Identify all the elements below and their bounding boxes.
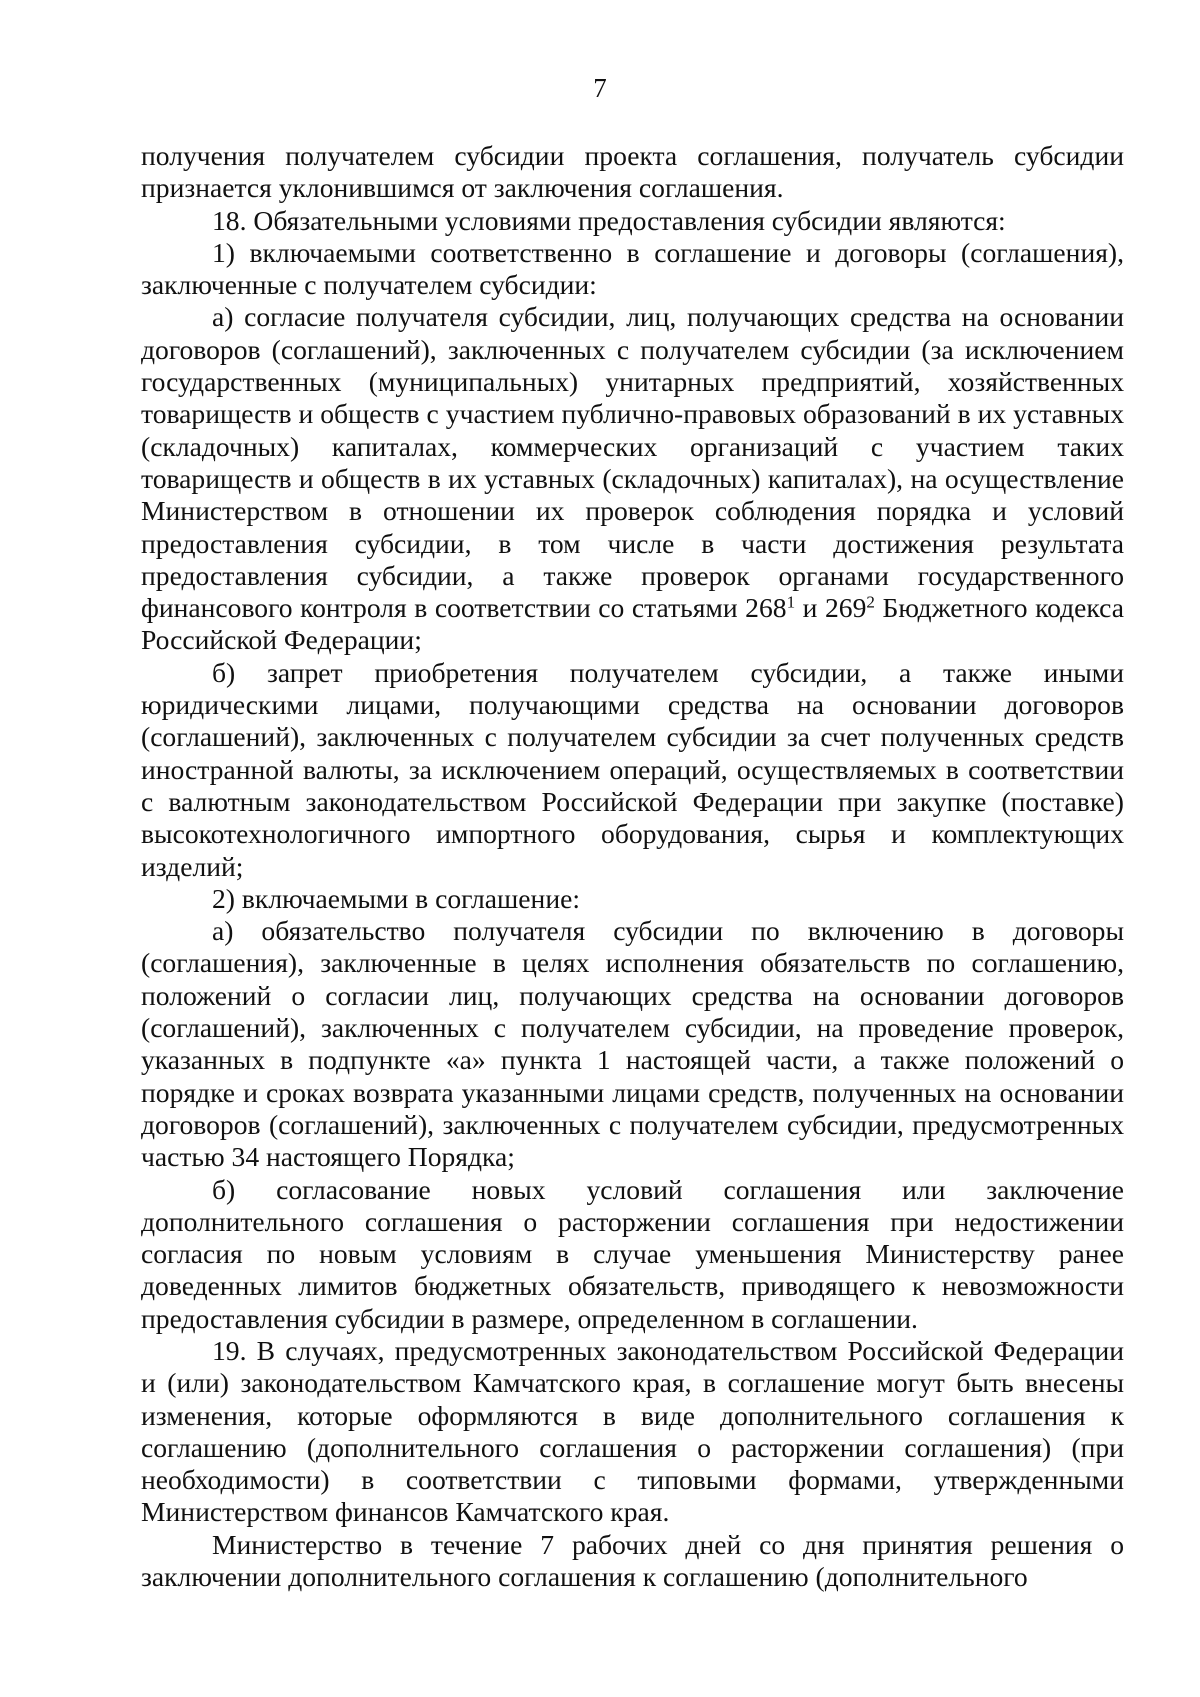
paragraph-18-item-2a: а) обязательство получателя субсидии по включению в договоры (соглашения), заключенные в целях исполнения обязательств по соглашению, положений о согласии лиц, получающих средства на основании договоров (соглашений), заключенных с получателем субсидии, на проведение проверок, указанных в подпункте «а» пункта 1 настоящей части, а также положений о порядке и сроках возврата указанными лицами средств, полученных на основании договоров (соглашений), заключенных с получателем субсидии, предусмотренных частью 34 настоящего Порядка; [141,915,1124,1173]
paragraph-19: 19. В случаях, предусмотренных законодательством Российской Федерации и (или) законодательством Камчатского края, в соглашение могут быть внесены изменения, которые оформляются в виде дополнительного соглашения к соглашению (дополнительного соглашения о расторжении соглашения) (при необходимости) в соответствии с типовыми формами, утвержденными Министерством финансов Камчатского края. [141,1334,1124,1528]
paragraph-18-item-2b: б) согласование новых условий соглашения или заключение дополнительного соглашения о расторжении соглашения при недостижении согласия по новым условиям в случае уменьшения Министерству ранее доведенных лимитов бюджетных обязательств, приводящего к невозможности предоставления субсидии в размере, определенном в соглашении. [141,1173,1124,1334]
paragraph-ministry: Министерство в течение 7 рабочих дней со дня принятия решения о заключении дополнительного соглашения к соглашению (дополнительного [141,1528,1124,1593]
paragraph-18-item-1b: б) запрет приобретения получателем субсидии, а также иными юридическими лицами, получающими средства на основании договоров (соглашений), заключенных с получателем субсидии за счет полученных средств иностранной валюты, за исключением операций, осуществляемых в соответствии с валютным законодательством Российской Федерации при закупке (поставке) высокотехнологичного импортного оборудования, сырья и комплектующих изделий; [141,656,1124,882]
footnote-superscript-1: 1 [786,592,796,612]
paragraph-continuation: получения получателем субсидии проекта соглашения, получатель субсидии признается уклонившимся от заключения соглашения. [141,140,1124,204]
paragraph-18-heading: 18. Обязательными условиями предоставления субсидии являются: [212,204,1006,236]
page-number: 7 [593,73,607,103]
footnote-superscript-2: 2 [866,592,875,612]
paragraph-18-item-1: 1) включаемыми соответственно в соглашение и договоры (соглашения), заключенные с получателем субсидии: [141,236,1124,301]
paragraph-18-item-2: 2) включаемыми в соглашение: [212,882,581,914]
paragraph-18-item-1a [141,301,1124,656]
paragraph-18-item-1a-text: а) согласие получателя субсидии, лиц, получающих средства на основании договоров (соглашений), заключенных с получателем субсидии (за исключением государственных (муниципальных) унитарных предприятий, хозяйственных товариществ и обществ с участием публично-правовых образований в их уставных (складочных) капиталах, коммерческих организаций с участием таких товариществ и обществ в их уставных (складочных) капиталах), на осуществление Министерством в отношении их проверок соблюдения порядка и условий предоставления субсидии, в том числе в части достижения результата предоставления субсидии, а также проверок органами государственного финансового контроля в соответствии со статьями 268 [141,301,1124,624]
paragraph-18-item-1a-text-mid: и 269 [795,592,867,624]
paragraph-18-item-1a-text-end: Бюджетного кодекса Российской Федерации; [141,592,1124,656]
document-body [141,140,1124,1593]
